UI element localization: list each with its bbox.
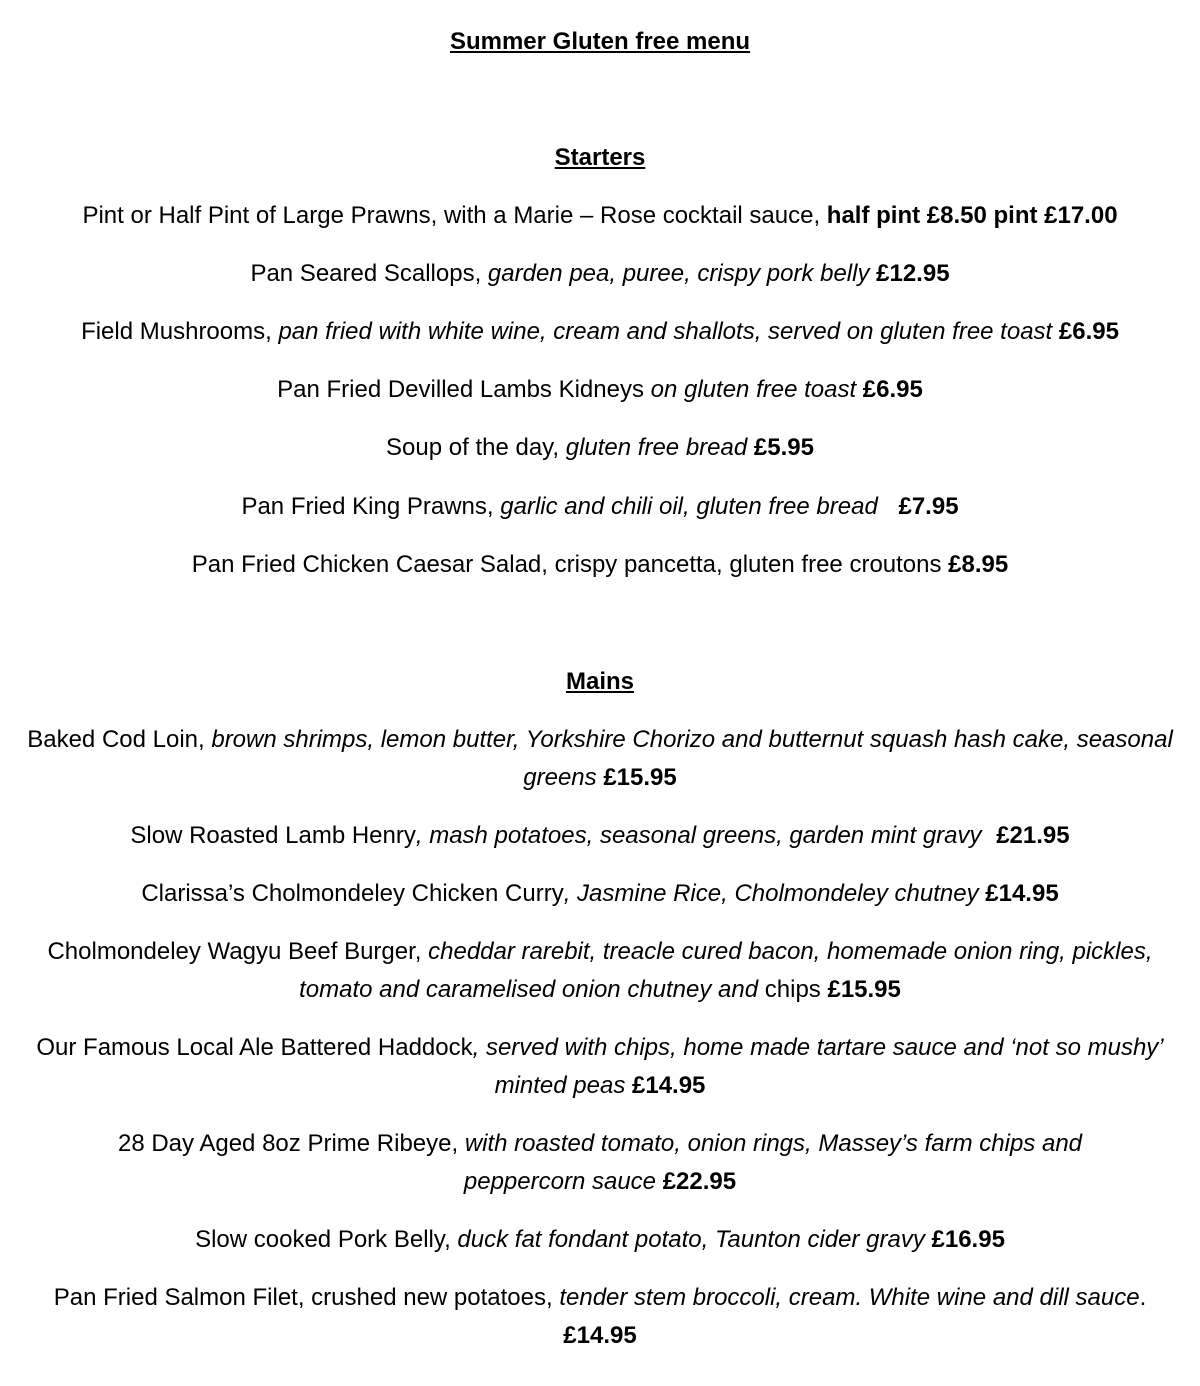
menu-item — [20, 255, 1180, 293]
item-description: garlic and chili oil, gluten free bread — [500, 493, 885, 520]
menu-item — [20, 875, 1180, 913]
item-price: £8.95 — [948, 551, 1009, 578]
item-name: Field Mushrooms, — [81, 318, 279, 345]
item-name: 28 Day Aged 8oz Prime Ribeye, — [117, 1130, 465, 1157]
item-price: £15.95 — [827, 976, 901, 1003]
item-price: £12.95 — [876, 260, 950, 287]
item-price: half pint £8.50 pint £17.00 — [826, 202, 1118, 229]
item-name: Soup of the day, — [386, 434, 566, 461]
item-name: Baked Cod Loin, — [27, 726, 212, 753]
menu-item — [30, 933, 1170, 1009]
menu-item — [20, 546, 1180, 584]
item-description: tender stem broccoli, cream. White wine and dill sauce — [559, 1284, 1140, 1311]
menu-title: Summer Gluten free menu — [449, 28, 751, 55]
item-price: £6.95 — [862, 376, 923, 403]
item-price: £16.95 — [931, 1226, 1005, 1253]
item-description: duck fat fondant potato, Taunton cider gravy — [457, 1226, 932, 1253]
item-description: , mash potatoes, seasonal greens, garden mint gravy — [415, 822, 989, 849]
menu-item — [20, 197, 1180, 235]
item-description: cheddar rarebit, treacle cured bacon, homemade onion ring, pickles, tomato and caramelised onion chutney and — [299, 938, 1153, 1003]
item-name: Pan Fried Chicken Caesar Salad, crispy pancetta, gluten free croutons — [191, 551, 949, 578]
item-name: Slow Roasted Lamb Henry — [130, 822, 416, 849]
menu-item — [20, 488, 1180, 526]
item-name: Pan Fried Devilled Lambs Kidneys — [277, 376, 651, 403]
item-price: £6.95 — [1058, 318, 1119, 345]
item-description: garden pea, puree, crispy pork belly — [487, 260, 877, 287]
item-price: £14.95 — [632, 1072, 706, 1099]
menu-item — [20, 313, 1180, 351]
menu-item — [60, 1125, 1140, 1201]
menu-item — [20, 817, 1180, 855]
section-heading-mains: Mains — [565, 668, 634, 695]
item-price: £22.95 — [662, 1168, 737, 1195]
item-name: Pint or Half Pint of Large Prawns, with a Marie – Rose cocktail sauce, — [82, 202, 827, 229]
item-description: on gluten free toast — [650, 376, 863, 403]
item-name: Pan Seared Scallops, — [250, 260, 488, 287]
item-description: gluten free bread — [565, 434, 754, 461]
item-name: Pan Fried King Prawns, — [241, 493, 501, 520]
section-heading-starters: Starters — [554, 144, 646, 171]
item-price: £5.95 — [753, 434, 814, 461]
menu-item — [20, 721, 1180, 797]
item-description: , Jasmine Rice, Cholmondeley chutney — [563, 880, 986, 907]
item-description: brown shrimps, lemon butter, Yorkshire Chorizo and butternut squash hash cake, seasonal greens — [211, 726, 1173, 791]
item-price: £14.95 — [563, 1322, 637, 1349]
item-name: Slow cooked Pork Belly, — [195, 1226, 458, 1253]
item-name: Cholmondeley Wagyu Beef Burger, — [47, 938, 429, 965]
item-extra: . — [1139, 1284, 1147, 1311]
item-price: £21.95 — [996, 822, 1070, 849]
item-description: pan fried with white wine, cream and shallots, served on gluten free toast — [278, 318, 1059, 345]
item-name: Pan Fried Salmon Filet, crushed new potatoes, — [53, 1284, 560, 1311]
menu-item — [20, 1029, 1180, 1105]
item-extra: chips — [764, 976, 828, 1003]
item-price: £15.95 — [603, 764, 677, 791]
item-price: £7.95 — [898, 493, 959, 520]
item-price: £14.95 — [985, 880, 1059, 907]
item-name: Our Famous Local Ale Battered Haddock — [36, 1034, 473, 1061]
item-description: , served with chips, home made tartare sauce and ‘not so mushy’ minted peas — [472, 1034, 1164, 1099]
item-description: with roasted tomato, onion rings, Massey’s farm chips and peppercorn sauce — [463, 1130, 1083, 1195]
menu-item — [20, 429, 1180, 467]
menu-item — [30, 1279, 1170, 1355]
menu-item — [20, 371, 1180, 409]
menu-item — [20, 1221, 1180, 1259]
item-name: Clarissa’s Cholmondeley Chicken Curry — [141, 880, 564, 907]
